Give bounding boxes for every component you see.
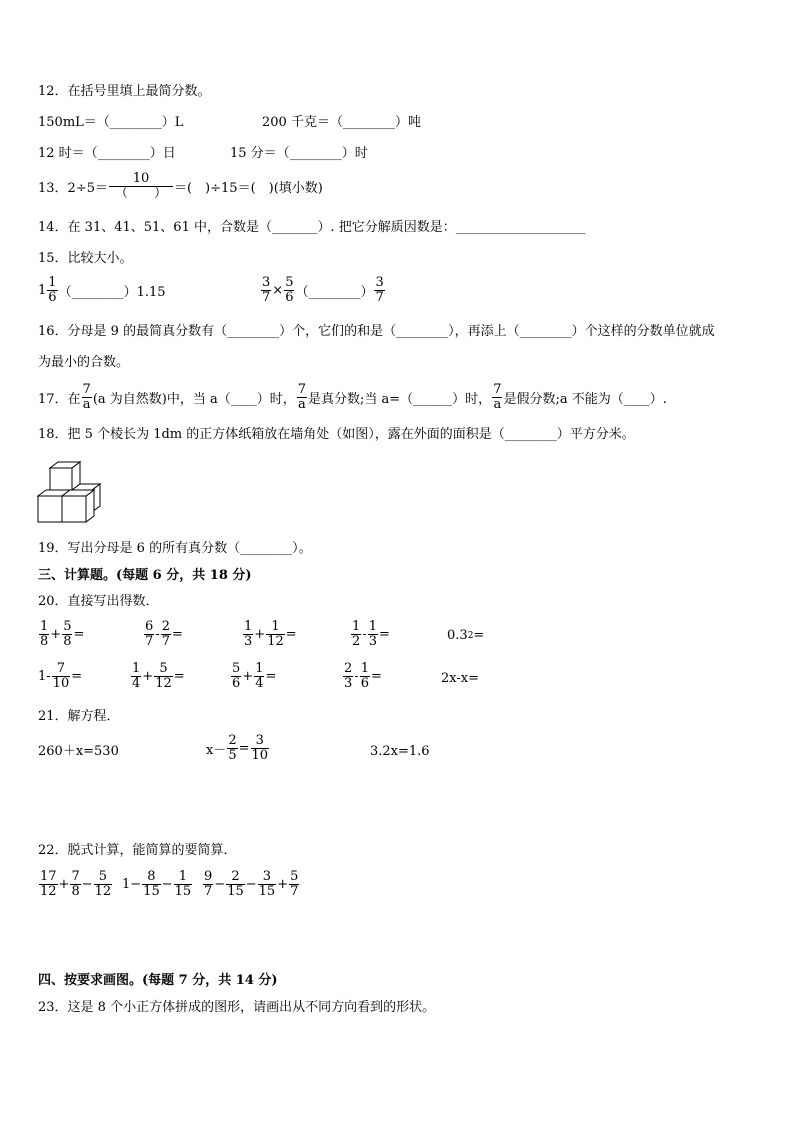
fraction (351, 620, 361, 649)
q12-item-c (38, 145, 176, 163)
denominator: 3 (244, 634, 253, 649)
operator: - (354, 669, 359, 684)
denominator: 3 (344, 676, 353, 691)
operator: - (155, 627, 160, 642)
fraction (360, 662, 370, 691)
q17-part-4: 是假分数;a 不能为（____）. (503, 392, 667, 407)
denominator: a (82, 397, 91, 412)
denominator: 10 (52, 676, 70, 691)
numerator: 5 (290, 869, 299, 884)
numerator: 1 (360, 661, 369, 676)
q20-row2-expr (230, 662, 276, 691)
equals: = (285, 627, 297, 642)
q20-row1-last (447, 628, 484, 643)
denominator: 3 (368, 634, 377, 649)
denominator: 6 (232, 676, 241, 691)
q17-fraction-2 (297, 383, 307, 412)
fraction (142, 870, 161, 899)
denominator: 2 (352, 634, 361, 649)
fraction (227, 734, 237, 763)
denominator: 6 (48, 290, 57, 305)
denominator: 7 (204, 884, 213, 899)
fraction (131, 662, 141, 691)
q14-answer-line[interactable]: ____________________ (455, 220, 586, 235)
numerator: 1 (244, 619, 253, 634)
q20-row2-first (38, 662, 82, 691)
numerator: 5 (159, 661, 168, 676)
numerator: 2 (161, 619, 170, 634)
fraction (254, 662, 264, 691)
q23-text: 23．这是 8 个小正方体拼成的图形，请画出从不同方向看到的形状。 (38, 1000, 436, 1015)
cubes-figure (36, 460, 106, 526)
q12-item-a (38, 114, 183, 132)
denominator: a (298, 397, 306, 412)
q21-equation-3: 3.2x=1.6 (370, 744, 430, 759)
fraction (226, 870, 245, 899)
denominator: 7 (375, 290, 384, 305)
numerator: 3 (262, 869, 272, 884)
q13-lead: 13．2÷5＝ (38, 181, 108, 196)
numerator: 7 (56, 661, 66, 676)
q17-part-1: 17．在 (38, 392, 81, 407)
cube-front-face (38, 496, 62, 522)
numerator: 2 (231, 869, 240, 884)
numerator: 5 (98, 869, 108, 884)
q14-text: 14．在 31、41、51、61 中，合数是（_______）. 把它分解质因数是： (38, 220, 456, 235)
q15-stem: 15．比较大小。 (38, 251, 133, 266)
q12-c-left: 12 时＝（ (38, 146, 98, 161)
denominator: 15 (143, 884, 160, 899)
q15-b-operator: × (272, 283, 284, 298)
fraction (289, 870, 299, 899)
numerator: 1 (132, 661, 141, 676)
numerator: 17 (40, 869, 57, 884)
q15-b-mid[interactable]: （________） (295, 285, 374, 300)
denominator: a (493, 397, 502, 412)
numerator: 1 (178, 869, 188, 884)
fraction (70, 870, 80, 899)
q12-item-d (230, 145, 368, 163)
cube-front-face (62, 496, 86, 522)
q12-d-right: ）时 (341, 146, 368, 161)
numerator: 6 (145, 619, 154, 634)
denominator: 5 (228, 748, 237, 763)
operator: + (277, 877, 289, 892)
denominator: 6 (285, 290, 294, 305)
operator: − (81, 877, 93, 892)
numerator: 3 (255, 733, 264, 748)
q15-item-a (38, 276, 166, 305)
q17-part-3: 是真分数;当 a=（______）时， (308, 392, 492, 407)
numerator: 1 (271, 619, 280, 634)
fraction (266, 620, 285, 649)
operator: − (161, 877, 173, 892)
denominator: 10 (251, 748, 269, 763)
denominator: 12 (155, 676, 172, 691)
fraction (174, 870, 193, 899)
fraction (144, 620, 154, 649)
q22-group-1 (38, 870, 113, 899)
q21-equation-2 (206, 734, 270, 763)
numerator: 1 (48, 275, 57, 290)
numerator: 1 (255, 661, 264, 676)
numerator: 5 (232, 661, 241, 676)
numerator: 3 (375, 275, 384, 290)
fraction (203, 870, 213, 899)
q20-stem: 20．直接写出得数． (38, 594, 159, 609)
q15-a-whole: 1 (38, 283, 47, 298)
numerator: 1 (40, 619, 49, 634)
q12-c-right: ）日 (149, 146, 176, 161)
operator: − (245, 877, 257, 892)
denominator: 15 (174, 884, 192, 899)
q13-line (38, 172, 323, 201)
operator: + (242, 669, 254, 684)
q17-fraction-3 (492, 383, 502, 412)
q20-row2-last: 2x-x= (441, 671, 479, 686)
numerator: 5 (63, 619, 72, 634)
fraction (52, 662, 71, 691)
operator: + (58, 877, 70, 892)
operator: − (214, 877, 226, 892)
q17-fraction-1 (82, 383, 92, 412)
q16-line-2: 为最小的合数。 (38, 355, 130, 370)
numerator: 5 (285, 275, 294, 290)
q22-group-3 (202, 870, 300, 899)
q12-a-left: 150mL＝（ (38, 115, 110, 130)
equals: = (378, 627, 390, 642)
q12-a-blank[interactable]: ________ (109, 115, 162, 130)
denominator: 7 (262, 290, 271, 305)
denominator: 8 (63, 634, 72, 649)
q12-b-right: ）吨 (394, 115, 421, 130)
q21-equation-1: 260＋x=530 (38, 744, 119, 759)
numerator: 3 (262, 275, 271, 290)
q15-b-fraction-2 (284, 276, 294, 305)
denominator: 12 (40, 884, 57, 899)
q16-line-1: 16．分母是 9 的最简真分数有（________）个，它们的和是（________），再添上（________）个这样的分数单位就成 (38, 324, 715, 339)
q12-b-left: 200 千克＝（ (262, 115, 343, 130)
denominator: 12 (267, 634, 284, 649)
equals: = (265, 669, 277, 684)
denominator: 7 (161, 634, 170, 649)
cube-front-face (50, 468, 72, 490)
base: 0.3 (447, 628, 468, 643)
q12-stem: 12．在括号里填上最简分数。 (38, 84, 211, 99)
fraction (154, 662, 173, 691)
q17-part-2: (a 为自然数)中，当 a（____）时， (92, 392, 296, 407)
numerator: 7 (493, 382, 502, 397)
lead: x－ (206, 743, 227, 758)
numerator: 1 (368, 619, 377, 634)
fraction (343, 662, 353, 691)
q20-row1-expr (242, 620, 297, 649)
numerator: 7 (71, 869, 80, 884)
q17-line (38, 383, 667, 412)
fraction (231, 662, 241, 691)
denominator: 4 (132, 676, 141, 691)
equals: = (473, 628, 485, 643)
q20-row1-expr (143, 620, 183, 649)
equals: = (171, 627, 183, 642)
exponent: 2 (467, 630, 474, 641)
lead: 1- (38, 669, 51, 684)
denominator: 15 (227, 884, 244, 899)
denominator: 8 (71, 884, 80, 899)
denominator: 15 (258, 884, 276, 899)
q13-numerator: 10 (132, 171, 150, 186)
q22-group-2 (122, 870, 193, 899)
q13-tail: ＝( )÷15＝( )(填小数) (173, 181, 323, 196)
q15-b-fraction-1 (261, 276, 271, 305)
fraction (243, 620, 253, 649)
numerator: 2 (228, 733, 237, 748)
numerator: 2 (344, 661, 353, 676)
q12-a-right: ）L (161, 115, 184, 130)
q13-denominator-blank[interactable]: （ ） (114, 186, 167, 201)
q21-stem: 21．解方程． (38, 709, 120, 724)
q18-text: 18．把 5 个棱长为 1dm 的正方体纸箱放在墙角处（如图），露在外面的面积是（________）平方分米。 (38, 427, 635, 442)
denominator: 7 (290, 884, 299, 899)
denominator: 8 (40, 634, 49, 649)
q22-stem: 22．脱式计算，能简算的要简算． (38, 843, 237, 858)
q15-a-fraction (47, 276, 57, 305)
equals: = (238, 741, 250, 756)
fraction (62, 620, 72, 649)
numerator: 7 (82, 382, 91, 397)
q15-a-mid[interactable]: （________）1.15 (58, 285, 166, 300)
numerator: 7 (297, 382, 307, 397)
operator: + (142, 669, 154, 684)
fraction (368, 620, 378, 649)
operator: + (254, 627, 266, 642)
operator: - (362, 627, 367, 642)
fraction (39, 870, 58, 899)
denominator: 12 (94, 884, 112, 899)
numerator: 1 (352, 619, 361, 634)
section-3-title: 三、计算题。(每题 6 分，共 18 分) (38, 568, 252, 583)
q12-d-left: 15 分＝（ (230, 146, 290, 161)
equals: = (71, 669, 83, 684)
denominator: 7 (145, 634, 154, 649)
q20-row2-expr (130, 662, 185, 691)
q19-text: 19．写出分母是 6 的所有真分数（________）。 (38, 541, 312, 556)
denominator: 6 (360, 676, 369, 691)
q12-b-blank[interactable]: ________ (342, 115, 395, 130)
fraction (39, 620, 49, 649)
denominator: 4 (255, 676, 264, 691)
operator: + (50, 627, 62, 642)
q15-item-b (260, 276, 386, 305)
q12-item-b (262, 114, 421, 132)
fraction (161, 620, 171, 649)
q14-line (38, 219, 586, 237)
lead: 1− (122, 877, 142, 892)
equals: = (370, 669, 382, 684)
q20-row2-expr (342, 662, 382, 691)
q20-row1-expr (350, 620, 390, 649)
fraction (251, 734, 270, 763)
q20-row1-expr (38, 620, 84, 649)
q12-d-blank[interactable]: ________ (289, 146, 342, 161)
section-4-title: 四、按要求画图。(每题 7 分，共 14 分) (38, 973, 278, 988)
fraction (258, 870, 277, 899)
q15-b-fraction-3 (374, 276, 384, 305)
numerator: 8 (147, 869, 156, 884)
equals: = (73, 627, 85, 642)
fraction (94, 870, 113, 899)
q13-fraction (109, 172, 173, 201)
equals: = (173, 669, 185, 684)
q12-c-blank[interactable]: ________ (97, 146, 150, 161)
numerator: 9 (204, 869, 213, 884)
